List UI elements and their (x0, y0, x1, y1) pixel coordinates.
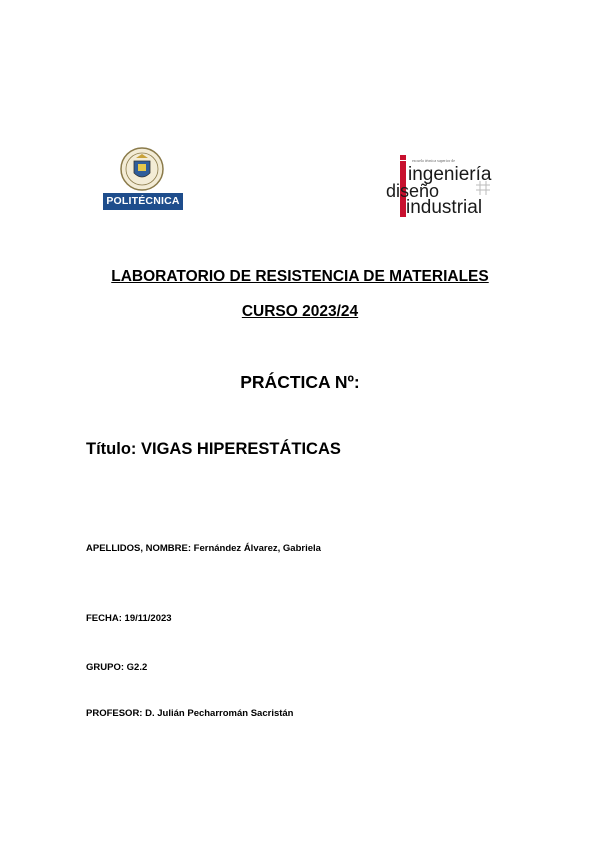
course-title: CURSO 2023/24 (241, 303, 359, 320)
title-value: VIGAS HIPERESTÁTICAS (141, 440, 341, 458)
name-value: Fernández Álvarez, Gabriela (193, 543, 321, 554)
school-tagline: escuela técnica superior de (412, 158, 455, 163)
name-field (86, 543, 321, 554)
document-title (86, 440, 341, 459)
date-value: 19/11/2023 (124, 613, 172, 624)
upm-name-band: POLITÉCNICA (103, 193, 183, 210)
group-value: G2.2 (126, 662, 148, 673)
practice-number: PRÁCTICA Nº: (240, 372, 360, 392)
professor-label: PROFESOR: (86, 708, 143, 719)
professor-field (86, 708, 294, 719)
upm-crest-icon (119, 146, 165, 192)
professor-value: D. Julián Pecharromán Sacristán (145, 708, 294, 719)
title-label: Título: (86, 440, 137, 458)
school-name-line1: ingeniería (408, 164, 492, 185)
group-label: GRUPO: (86, 662, 124, 673)
group-field (86, 662, 147, 673)
date-label: FECHA: (86, 613, 122, 624)
lab-title: LABORATORIO DE RESISTENCIA DE MATERIALES (111, 268, 489, 285)
school-logo (378, 155, 510, 221)
school-name-line2: diseño (386, 181, 440, 201)
name-label: APELLIDOS, NOMBRE: (86, 543, 192, 554)
date-field (86, 613, 172, 624)
upm-logo (103, 146, 183, 212)
school-name-line3: industrial (406, 197, 483, 218)
